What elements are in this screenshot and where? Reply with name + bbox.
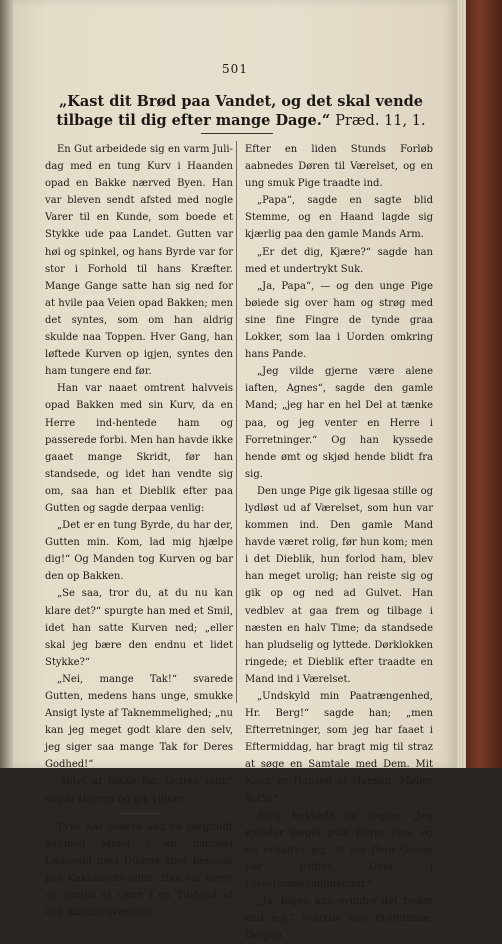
left-paragraph: „Nei, mange Tak!“ svarede Gutten, medens hans unge, smukke Ansigt lyste af Taknemmelighed; „nu kan jeg meget godt klare den selv, jeg siger saa mange Tak for Deres Godhed!“ [45,673,233,771]
book-page [13,0,457,942]
right-paragraph: Berg bukkede og sagde: „Jeg kjender meget godt Deres Hus, og nu erindrer jeg, at jeg flere Gange har truffet Dem i Forretningsanliggender.“ [245,810,433,891]
page-edges [457,0,466,768]
section-separator [119,813,159,814]
left-column [45,141,233,921]
left-paragraph: „Det er en tung Byrde, du har der, Gutten min. Kom, lad mig hjælpe dig!“ Og Manden tog Kurven og bar den op Bakken. [45,520,233,583]
page-number: 501 [222,62,248,76]
right-paragraph: „Ja, Ingen kan erindre det bedre end jeg,“ svarede den Fremmede. Derpaa [245,896,433,942]
left-paragraph: Han var naaet omtrent halvveis opad Bakken med sin Kurv, da en Herre ind-hentede ham og passerede forbi. Men han havde ikke gaaet mange Skridt, før han standsede, og idet han vendte sig om, saa han et Dieblik efter paa Gutten og sagde derpaa venlig: [45,383,233,514]
title-rule [201,133,273,134]
page-title [41,92,441,131]
right-column [245,141,433,944]
right-paragraph: Efter en liden Stunds Forløb aabnedes Døren til Værelset, og en ung smuk Pige traadte ind. [245,144,433,190]
left-paragraph: „Intet at takke for, Gutten min,“ sagde Herren og gik videre. [45,776,233,805]
right-paragraph: „Papa“, sagde en sagte blid Stemme, og en Haand lagde sig kjærlig paa den gamle Mands Arm. [245,195,433,241]
book-spine [466,0,502,768]
column-divider [236,141,237,703]
right-paragraph: „Er det dig, Kjære?“ sagde han med et undertrykt Suk. [245,246,433,275]
right-paragraph: „Ja, Papa“, — og den unge Pige bøiede sig over ham og strøg med sine fine Fingre de tynde graa Lokker, som laa i Uorden omkring hans Pande. [245,280,433,361]
title-quote: „Kast dit Brød paa Vandet, og det skal vende tilbage til dig efter mange Dage.“ [56,93,424,129]
right-paragraph: Den unge Pige gik ligesaa stille og lydløst ud af Værelset, som hun var kommen ind. Den gamle Mand havde været rolig, før hun kom; men i det Dieblik, hun forlod ham, blev han meget urolig; han reiste sig og gik op og ned ad Gulvet. Han vedblev at gaa frem og tilbage i næsten en halv Time; da standsede han pludselig og lyttede. Dørklokken ringede; et Dieblik efter traadte en Mand ind i Værelset. [245,485,433,685]
book-left-edge [0,0,13,768]
left-paragraph: „Se saa, tror du, at du nu kan klare det?“ spurgte han med et Smil, idet han satte Kurven ned; „eller skal jeg bære den endnu et lidet Stykke?“ [45,588,233,668]
right-paragraph: „Jeg vilde gjerne være alene iaften, Agnes“, sagde den gamle Mand; „jeg har en hel Del at tænke paa, og jeg venter en Herre i Forretninger.“ Og han kyssede hende ømt og skjød hende blidt fra sig. [245,366,433,480]
right-paragraph: „Undskyld min Paatrængenhed, Hr. Berg!“ sagde han; „men Efterretninger, som jeg har faaet i Eftermiddag, har bragt mig til straz at søge en Samtale med Dem. Mit Navn er Hansen af Hansen, Møller & Co.“ [245,691,433,805]
title-reference: Præd. 11, 1. [335,113,426,129]
left-paragraph: En Gut arbeidede sig en varm Juli-dag med en tung Kurv i Haanden opad en Bakke nærved Byen. Han var bleven sendt afsted med nogle Varer til en Kunde, som boede et Stykke ude paa Landet. Gutten var høi og spinkel, og hans Byrde var for stor i Forhold til hans Kræfter. Mange Gange satte han sig ned for at hvile paa Veien opad Bakken; men det syntes, som om han aldrig skulde naa Toppen. Hver Gang, han løftede Kurven op igjen, syntes den ham tungere end før. [45,144,233,378]
left-paragraph: Tyve Aar senere sad en sorgfuldt gammel Mand i en gammel Lænestol med Dinene stivt fæstede paa Kakkelovns-ilden. Han var alene og syntes at være i en Tilstand af dyb Aandsfraværelse. [45,821,233,919]
